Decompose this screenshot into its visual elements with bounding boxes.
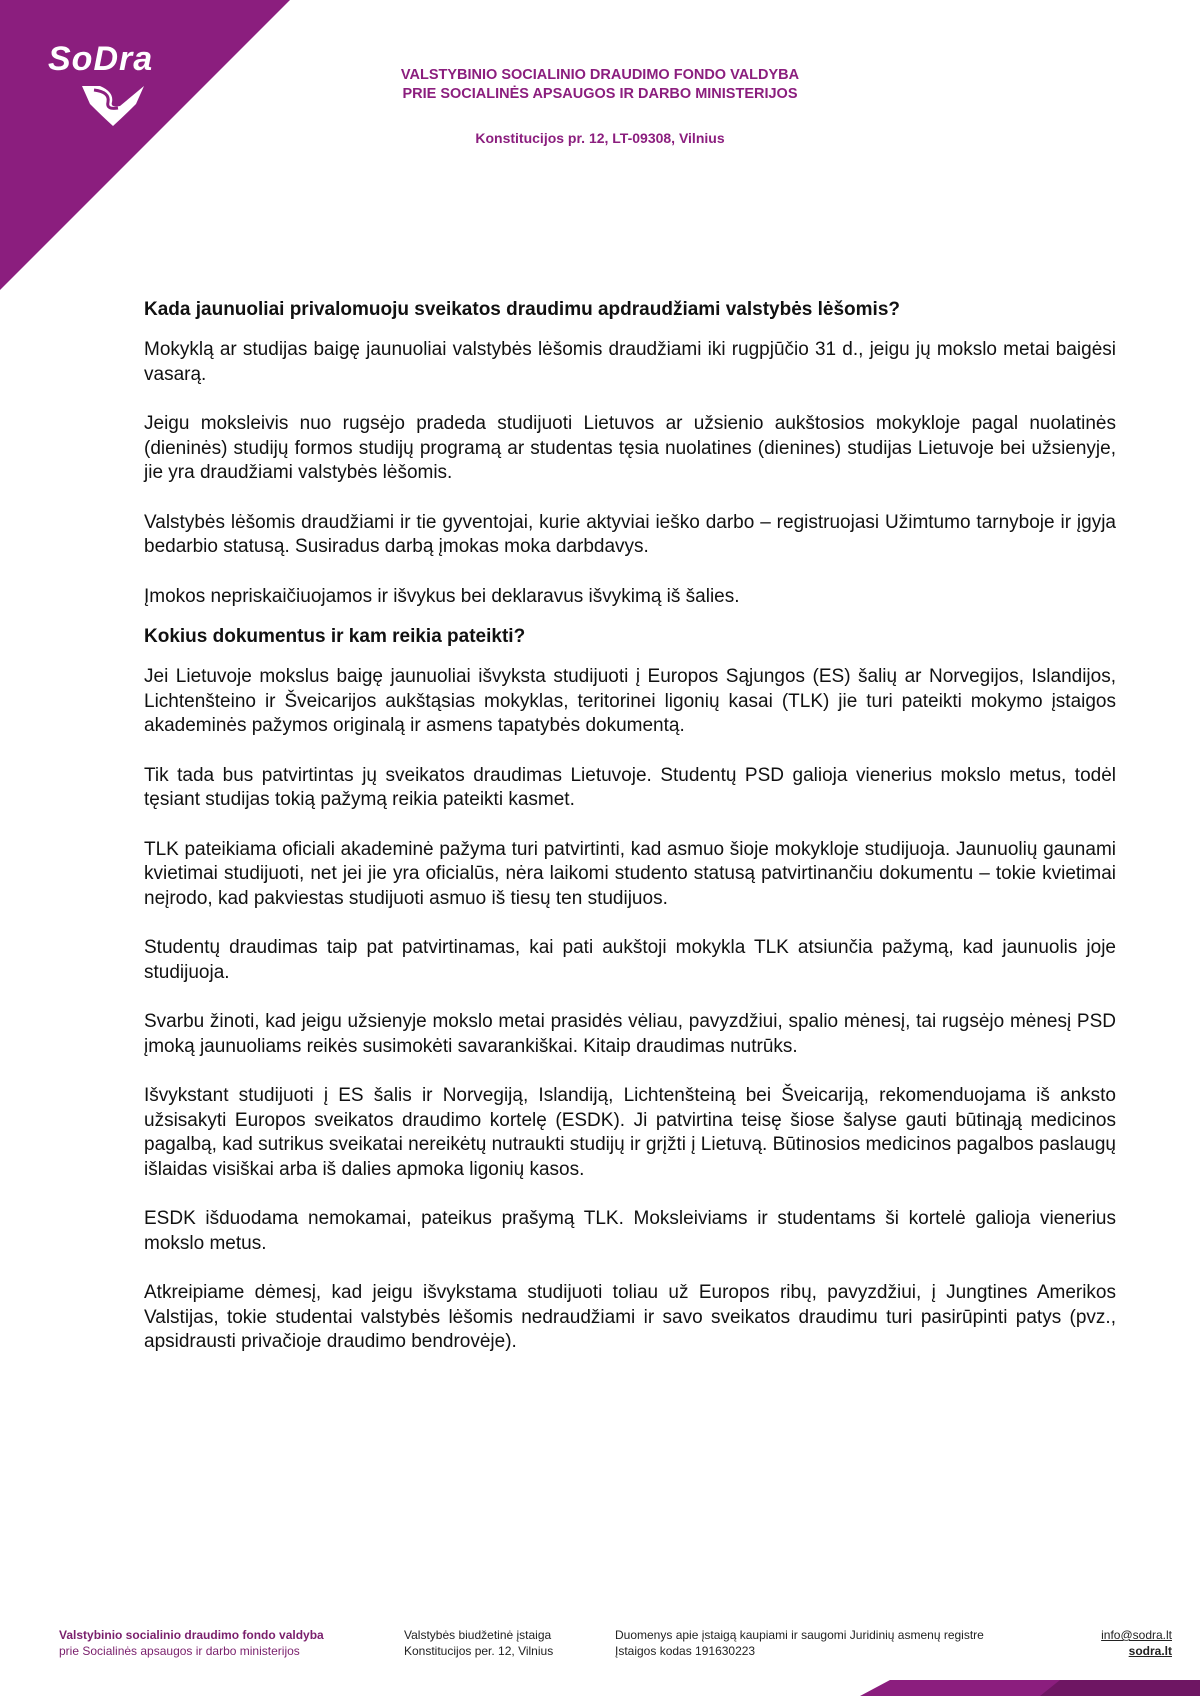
section-heading: Kokius dokumentus ir kam reikia pateikti?: [144, 626, 526, 647]
paragraph: Studentų draudimas taip pat patvirtinamas, kai pati aukštoji mokykla TLK atsiunčia pažymą, kad jaunuolis joje studijuoja.: [144, 937, 1116, 983]
header-org-name: [300, 66, 900, 104]
paragraph: ESDK išduodama nemokamai, pateikus prašymą TLK. Moksleiviams ir studentams ši kortelė galioja vienerius mokslo metus.: [144, 1208, 1116, 1254]
email-link[interactable]: info@sodra.lt: [1101, 1628, 1172, 1642]
footer-registry-note: Duomenys apie įstaigą kaupiami ir saugomi Juridinių asmenų registre: [615, 1628, 984, 1642]
paragraph: Tik tada bus patvirtintas jų sveikatos draudimas Lietuvoje. Studentų PSD galioja vienerius mokslo metus, todėl tęsiant studijas tokią pažymą reikia pateikti kasmet.: [144, 764, 1116, 810]
paragraph: Išvykstant studijuoti į ES šalis ir Norvegiją, Islandiją, Lichtenšteiną bei Šveicariją, rekomenduojama iš anksto užsisakyti Europos sveikatos draudimo kortelę (ESDK). Ji patvirtina teisę šiose šalyse gauti būtinąją medicinos pagalbą, kad sutrikus sveikatai nereikėtų nutraukti studijų ir grįžti į Lietuvą. Būtinosios medicinos pagalbos paslaugų išlaidas visiškai arba iš dalies apmoka ligonių kasos.: [144, 1085, 1116, 1180]
footer: [0, 1627, 1200, 1667]
paragraph: Atkreipiame dėmesį, kad jeigu išvykstama studijuoti toliau už Europos ribų, pavyzdžiui, į Jungtines Amerikos Valstijas, tokie studentai valstybės lėšomis nedraudžiami ir savo sveikatos draudimu turi pasirūpinti patys (pvz., apsidrausti privačioje draudimo bendrovėje).: [144, 1282, 1116, 1352]
header-line-1: VALSTYBINIO SOCIALINIO DRAUDIMO FONDO VALDYBA: [400, 67, 800, 83]
footer-institution-type: Valstybės biudžetinė įstaiga: [404, 1628, 552, 1642]
footer-org: [59, 1627, 324, 1659]
footer-stripe: [860, 1680, 1200, 1696]
paragraph: TLK pateikiama oficiali akademinė pažyma turi patvirtinti, kad asmuo šioje mokykloje studijuoja. Jaunuolių gaunami kvietimai studijuoti, net jei jie yra oficialūs, nėra laikomi studento statusą patvirtinančiu dokumentu – tokie kvietimai neįrodo, kad pakviestas studijuoti asmuo iš tiesų ten studijuos.: [144, 838, 1116, 909]
paragraph: Valstybės lėšomis draudžiami ir tie gyventojai, kurie aktyviai ieško darbo – registruojasi Užimtumo tarnyboje ir įgyja bedarbio statusą. Susiradus darbą įmokas moka darbdavys.: [144, 511, 1116, 557]
section-heading: Kada jaunuoliai privalomuoju sveikatos draudimu apdraudžiami valstybės lėšomis?: [144, 299, 900, 320]
footer-org-name: Valstybinio socialinio draudimo fondo valdyba: [59, 1628, 324, 1642]
paragraph: Mokyklą ar studijas baigę jaunuoliai valstybės lėšomis draudžiami iki rugpjūčio 31 d., jeigu jų mokslo metai baigėsi vasarą.: [144, 339, 1116, 385]
document-body: [144, 298, 1116, 1380]
paragraph: Jei Lietuvoje mokslus baigę jaunuoliai išvyksta studijuoti į Europos Sąjungos (ES) šalių ar Norvegijos, Islandijos, Lichtenšteino ir Šveicarijos aukštąsias mokyklas, teritorinei ligonių kasai (TLK) jie turi pateikti mokymo įstaigos akademinės pažymos originalą ir asmens tapatybės dokumentą.: [144, 666, 1116, 736]
footer-org-sub: prie Socialinės apsaugos ir darbo ministerijos: [59, 1644, 300, 1658]
footer-contacts: [1101, 1627, 1172, 1659]
footer-registry: [615, 1627, 984, 1659]
logo-emblem-icon: [80, 82, 146, 128]
header-line-2: PRIE SOCIALINĖS APSAUGOS IR DARBO MINISTERIJOS: [402, 86, 798, 102]
paragraph: Svarbu žinoti, kad jeigu užsienyje mokslo metai prasidės vėliau, pavyzdžiui, spalio mėnesį, tai rugsėjo mėnesį PSD įmoką jaunuoliams reikės susimokėti savarankiškai. Kitaip draudimas nutrūks.: [144, 1011, 1116, 1057]
paragraph: Įmokos nepriskaičiuojamos ir išvykus bei deklaravus išvykimą iš šalies.: [144, 585, 740, 607]
header-address: Konstitucijos pr. 12, LT-09308, Vilnius: [475, 130, 725, 146]
website-link[interactable]: sodra.lt: [1128, 1644, 1172, 1658]
footer-company-code: Įstaigos kodas 191630223: [615, 1644, 756, 1658]
sodra-logo: SoDra: [48, 40, 154, 78]
footer-street: Konstitucijos per. 12, Vilnius: [404, 1644, 554, 1658]
paragraph: Jeigu moksleivis nuo rugsėjo pradeda studijuoti Lietuvos ar užsienio aukštosios mokykloje pagal nuolatinės (dieninės) studijų formos studijų programą ar studentas tęsia nuolatines (dienines) studijas Lietuvoje bei užsienyje, jie yra draudžiami valstybės lėšomis.: [144, 413, 1116, 483]
footer-address: [404, 1627, 553, 1659]
